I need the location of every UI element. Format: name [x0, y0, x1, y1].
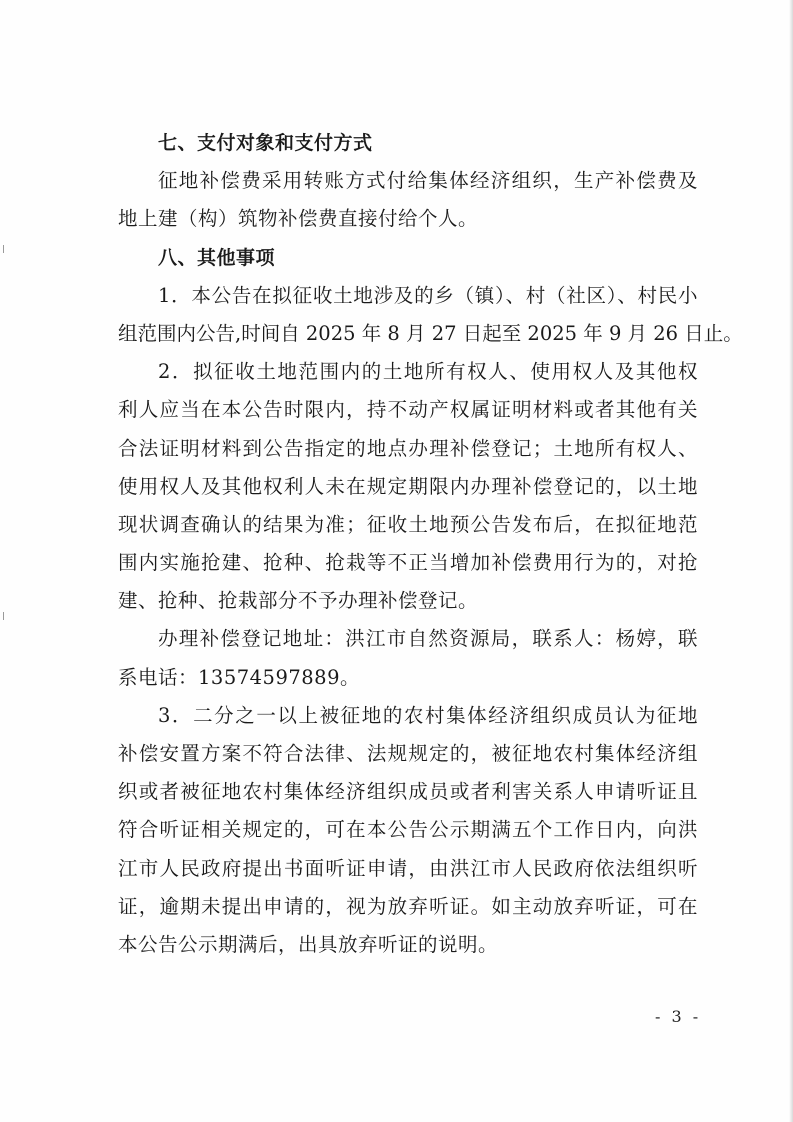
- paragraph-line: 织或者被征地农村集体经济组织成员或者利害关系人申请听证且: [118, 780, 698, 804]
- paragraph-line: 征地补偿费采用转账方式付给集体经济组织，生产补偿费及: [158, 169, 698, 193]
- contact-phone-line: 系电话：13574597889。: [118, 665, 360, 689]
- paragraph-line: 3．二分之一以上被征地的农村集体经济组织成员认为征地: [158, 703, 698, 727]
- document-body: [118, 130, 743, 970]
- page-number: - 3 -: [655, 1007, 702, 1026]
- paragraph-line: 补偿安置方案不符合法律、法规规定的，被征地农村集体经济组: [118, 742, 698, 765]
- section-heading-7: 七、支付对象和支付方式: [158, 132, 373, 154]
- paragraph-line: 2．拟征收土地范围内的土地所有权人、使用权人及其他权: [158, 360, 698, 384]
- paragraph-line: 江市人民政府提出书面听证申请，由洪江市人民政府依法组织听: [118, 856, 698, 880]
- paragraph-line: 地上建（构）筑物补偿费直接付给个人。: [118, 207, 479, 231]
- scan-mark: [3, 245, 4, 253]
- paragraph-line: 利人应当在本公告时限内，持不动产权属证明材料或者其他有关: [118, 398, 698, 422]
- scan-mark: [3, 612, 4, 620]
- contact-line: 办理补偿登记地址：洪江市自然资源局，联系人：杨婷，联: [158, 627, 698, 651]
- section-heading-8: 八、其他事项: [158, 246, 276, 269]
- paragraph-line: 本公告公示期满后，出具放弃听证的说明。: [118, 932, 499, 956]
- paragraph-line: 符合听证相关规定的，可在本公告公示期满五个工作日内，向洪: [118, 818, 698, 842]
- paragraph-line: 1．本公告在拟征收土地涉及的乡（镇）、村（社区）、村民小: [158, 283, 698, 307]
- paragraph-line: 围内实施抢建、抢种、抢栽等不正当增加补偿费用行为的，对抢: [118, 551, 698, 575]
- scan-edge-shadow: [789, 0, 793, 1122]
- paragraph-line: 组范围内公告,时间自 2025 年 8 月 27 日起至 2025 年 9 月 26 日止。: [118, 321, 743, 345]
- paragraph-line: 证，逾期未提出申请的，视为放弃听证。如主动放弃听证，可在: [118, 894, 698, 918]
- paragraph-line: 现状调查确认的结果为准；征收土地预公告发布后，在拟征地范: [118, 512, 698, 536]
- paragraph-line: 使用权人及其他权利人未在规定期限内办理补偿登记的，以土地: [118, 474, 698, 498]
- paragraph-line: 建、抢种、抢栽部分不予办理补偿登记。: [118, 589, 479, 613]
- paragraph-line: 合法证明材料到公告指定的地点办理补偿登记；土地所有权人、: [118, 436, 698, 460]
